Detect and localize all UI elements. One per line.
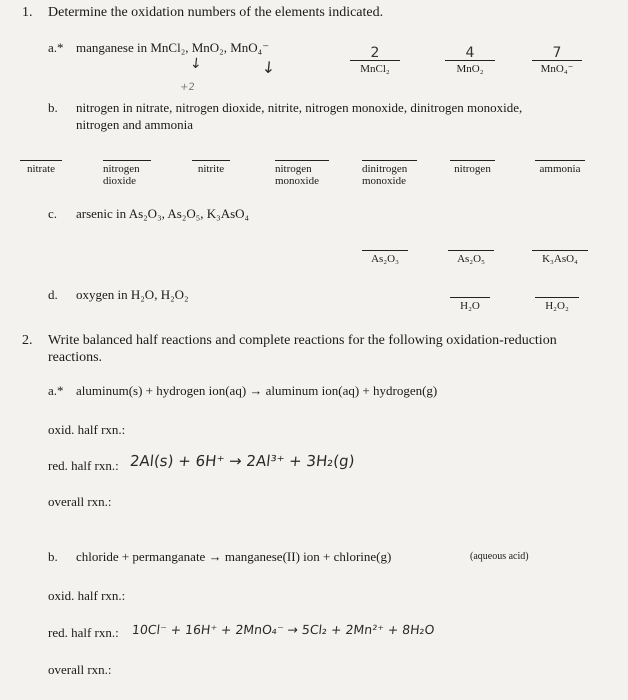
q2-title-line1: Write balanced half reactions and complete reactions for the following oxidation-reduction [48, 333, 557, 348]
answer-blank[interactable] [275, 160, 329, 187]
answer-label: MnCl₂ [360, 63, 390, 75]
answer-label: As₂O₅ [457, 253, 485, 265]
handwritten-red-half-rxn[interactable]: 10Cl⁻ + 16H⁺ + 2MnO₄⁻ → 5Cl₂ + 2Mn²⁺ + 8H₂O [131, 622, 436, 637]
q1b-prompt-line2: nitrogen and ammonia [76, 117, 193, 132]
answer-label: H₂O₂ [545, 300, 569, 312]
handwritten-answer: 7 [552, 45, 562, 61]
answer-blank[interactable] [532, 250, 588, 265]
answer-blank[interactable] [20, 160, 62, 175]
answer-label: nitrogen dioxide [103, 163, 140, 187]
q2b-reaction: chloride + permanganate → manganese(II) ion + chlorine(g) [76, 549, 392, 564]
q1d-label: d. [48, 287, 58, 302]
answer-blank[interactable] [450, 160, 495, 175]
q1c-label: c. [48, 206, 58, 221]
answer-blank[interactable] [532, 45, 582, 75]
q1b-prompt-line1: nitrogen in nitrate, nitrogen dioxide, nitrite, nitrogen monoxide, dinitrogen monoxide, [76, 100, 523, 115]
q1a-label: a.* [48, 40, 64, 55]
red-half-rxn-label: red. half rxn.: [48, 458, 119, 473]
answer-blank[interactable] [362, 250, 408, 265]
oxid-half-rxn-label: oxid. half rxn.: [48, 588, 126, 603]
scribble-arrow: ↓ [189, 56, 203, 72]
red-half-rxn-label: red. half rxn.: [48, 625, 119, 640]
q1c-prompt: arsenic in As₂O₃, As₂O₅, K₃AsO₄ [76, 206, 250, 221]
q1d-prompt: oxygen in H₂O, H₂O₂ [76, 287, 189, 302]
answer-label: H₂O [460, 300, 480, 312]
q1b-label: b. [48, 100, 58, 115]
oxid-half-rxn-label: oxid. half rxn.: [48, 422, 126, 437]
answer-blank[interactable] [103, 160, 151, 187]
q2-title-line2: reactions. [48, 350, 103, 365]
q2b-condition-note: (aqueous acid) [470, 551, 529, 562]
overall-rxn-label: overall rxn.: [48, 662, 112, 677]
answer-blank[interactable] [362, 160, 417, 187]
scribble-note: +2 [179, 82, 196, 93]
handwritten-red-half-rxn[interactable]: 2Al(s) + 6H⁺ → 2Al³⁺ + 3H₂(g) [129, 452, 356, 470]
q2a-label: a.* [48, 383, 64, 398]
q2-number: 2. [22, 333, 33, 348]
answer-label: nitrite [197, 163, 225, 175]
answer-label: nitrate [26, 163, 56, 175]
answer-label: MnO₂ [456, 63, 484, 75]
handwritten-answer: 2 [370, 45, 380, 61]
q2b-label: b. [48, 549, 58, 564]
handwritten-answer: 4 [465, 45, 475, 61]
answer-blank[interactable] [535, 160, 585, 175]
answer-label: nitrogen monoxide [275, 163, 319, 187]
q1-number: 1. [22, 5, 33, 20]
overall-rxn-label: overall rxn.: [48, 494, 112, 509]
answer-label: dinitrogen monoxide [362, 163, 408, 187]
q1-title: Determine the oxidation numbers of the elements indicated. [48, 5, 384, 20]
q2a-reaction: aluminum(s) + hydrogen ion(aq) → aluminum ion(aq) + hydrogen(g) [76, 383, 438, 398]
answer-blank[interactable] [450, 297, 490, 312]
answer-blank[interactable] [350, 45, 400, 75]
answer-blank[interactable] [448, 250, 494, 265]
answer-blank[interactable] [192, 160, 230, 175]
answer-label: ammonia [539, 163, 581, 175]
answer-label: K₃AsO₄ [542, 253, 578, 265]
answer-label: As₂O₃ [371, 253, 399, 265]
scribble-arrow: ↓ [261, 58, 277, 77]
answer-blank[interactable] [445, 45, 495, 75]
answer-label: nitrogen [454, 163, 491, 175]
answer-label: MnO₄⁻ [540, 63, 574, 75]
answer-blank[interactable] [535, 297, 579, 312]
q1a-prompt: manganese in MnCl₂, MnO₂, MnO₄⁻ [76, 40, 270, 55]
